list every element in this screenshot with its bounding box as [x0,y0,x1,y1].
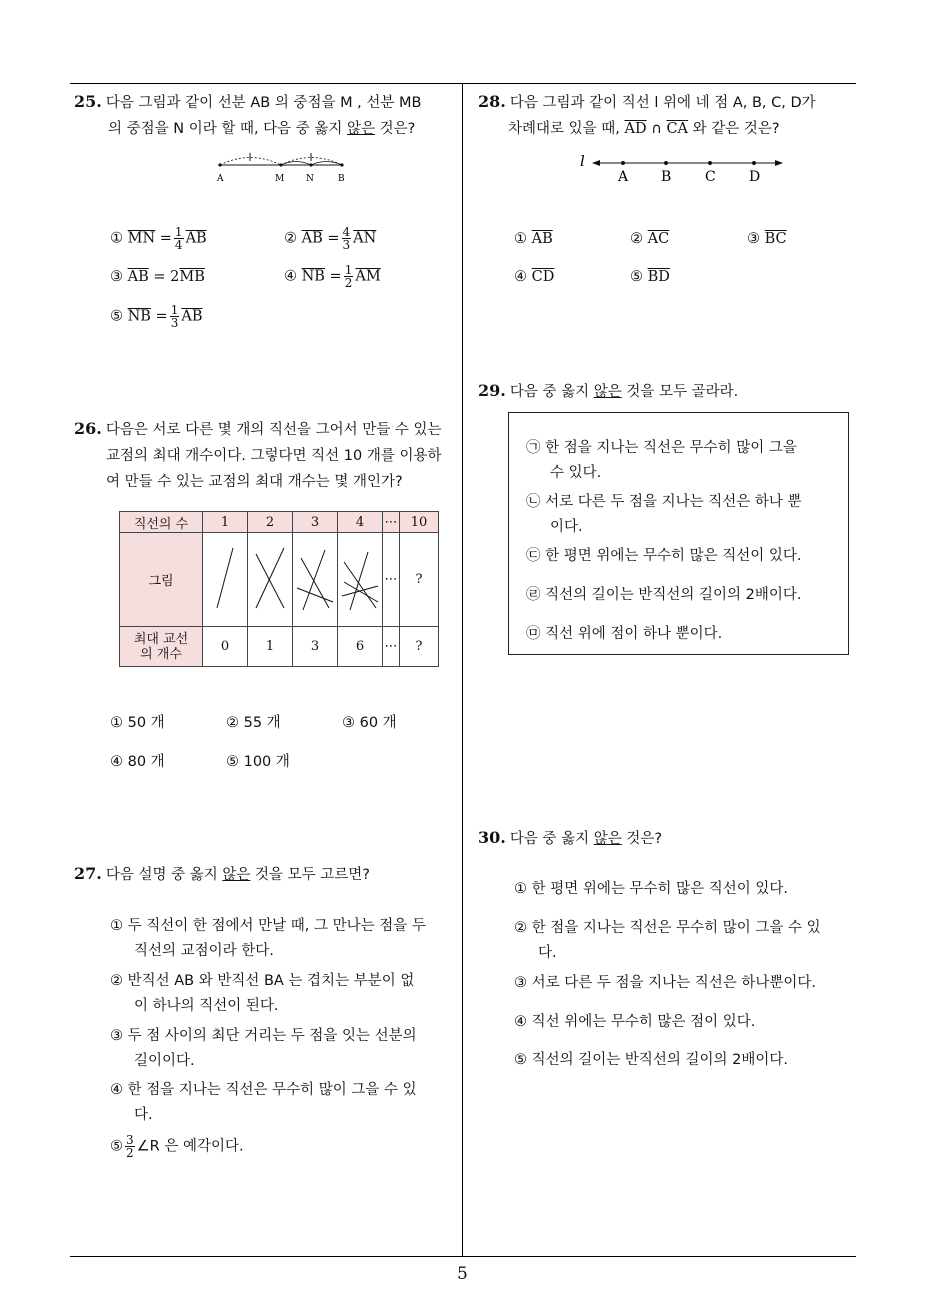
row-label-max: 최대 교선의 개수 [120,627,203,667]
count-2: 2 [248,512,293,533]
count-10: 10 [400,512,439,533]
statement-2: ㉡ 서로 다른 두 점을 지나는 직선은 하나 뿐 이다. [526,494,802,535]
count-1: 1 [203,512,248,533]
point-a [218,163,221,166]
point-c [708,161,712,165]
question-text: 다음 그림과 같이 선분 AB 의 중점을 M , 선분 MB [105,95,422,111]
label-a: A [618,169,629,184]
q28-option-2[interactable]: ② $\overline{AC}$ [630,231,670,247]
arc-nb [311,162,342,166]
figure-ellipsis: ⋯ [383,533,400,627]
q27-option-3[interactable]: ③ 두 점 사이의 최단 거리는 두 점을 잇는 선분의 길이이다. [110,1028,417,1069]
count-ellipsis: ⋯ [383,512,400,533]
question-26: 26. 다음은 서로 다른 몇 개의 직선을 그어서 만들 수 있는 교점의 최대 개수이다. 그렇다면 직선 10 개를 이용하 여 만들 수 있는 교점의 최대 개수는 몇 개인가? [74,419,442,490]
figure-1-line [203,533,248,627]
q27-option-5[interactable]: ⑤ $\frac{3}{2}$ ∠R 은 예각이다. [110,1133,244,1160]
label-c: C [705,169,716,184]
question-number: 30. [478,828,506,847]
q27-option-2[interactable]: ② 반직선 AB 와 반직선 BA 는 겹치는 부분이 없 이 하나의 직선이 된다. [110,973,415,1014]
count-3: 3 [293,512,338,533]
arc-mn [281,162,311,166]
segment-figure [212,148,352,184]
q28-option-4[interactable]: ④ $\overline{CD}$ [514,269,555,285]
q26-option-1[interactable]: ① 50 개 [110,715,165,731]
q25-option-2[interactable]: ② $\overline{AB}$ = $\frac{4}{3}$ $\overline{AN}$ [284,225,377,252]
statement-5: ㉤ 직선 위에 점이 하나 뿐이다. [526,626,723,642]
fig-3 [295,538,335,618]
q25-option-5[interactable]: ⑤ $\overline{NB}$ = $\frac{1}{3}$ $\overline{AB}$ [110,303,203,330]
line-figure [578,150,788,184]
q27-option-4[interactable]: ④ 한 점을 지나는 직선은 무수히 많이 그을 수 있 다. [110,1082,417,1123]
arrow-right [775,160,783,166]
max-3: 3 [293,627,338,667]
point-a [621,161,625,165]
max-ellipsis: ⋯ [383,627,400,667]
figure-10: ? [400,533,439,627]
q25-option-1[interactable]: ① $\overline{MN}$ = $\frac{1}{4}$ $\overline{AB}$ [110,225,207,252]
q25-option-4[interactable]: ④ $\overline{NB}$ = $\frac{1}{2}$ $\overline{AM}$ [284,263,381,290]
question-29: 29. 다음 중 옳지 않은 것을 모두 골라라. [478,381,739,400]
q30-option-1[interactable]: ① 한 평면 위에는 무수히 많은 직선이 있다. [514,881,788,897]
max-2: 1 [248,627,293,667]
q26-option-4[interactable]: ④ 80 개 [110,754,165,770]
figure-3-lines [293,533,338,627]
question-30: 30. 다음 중 옳지 않은 것은? [478,828,663,847]
figure-2-lines [248,533,293,627]
vector-ca: $\overline{CA}$ [666,121,689,137]
statement-3: ㉢ 한 평면 위에는 무수히 많은 직선이 있다. [526,548,802,564]
count-4: 4 [338,512,383,533]
q25-option-3[interactable]: ③ $\overline{AB} = 2\overline{MB}$ [110,269,205,285]
question-number: 28. [478,92,506,111]
q28-option-5[interactable]: ⑤ $\overline{BD}$ [630,269,670,285]
q30-option-3[interactable]: ③ 서로 다른 두 점을 지나는 직선은 하나뿐이다. [514,975,816,991]
q26-option-2[interactable]: ② 55 개 [226,715,281,731]
point-m [279,163,282,166]
q26-option-5[interactable]: ⑤ 100 개 [226,754,290,770]
column-divider [462,83,463,1256]
q30-option-2[interactable]: ② 한 점을 지나는 직선은 무수히 많이 그을 수 있 다. [514,920,821,961]
q28-option-1[interactable]: ① $\overline{AB}$ [514,231,553,247]
question-number: 29. [478,381,506,400]
row-label-count: 직선의 수 [120,512,203,533]
question-number: 25. [74,92,102,111]
point-n [309,163,312,166]
vector-ad: $\overline{AD}$ [624,121,647,137]
page-number: 5 [457,1264,468,1284]
label-b: B [661,169,672,184]
question-25: 25. 다음 그림과 같이 선분 AB 의 중점을 M , 선분 MB 의 중점을 N 이라 할 때, 다음 중 옳지 않은 것은? [74,92,422,137]
question-27: 27. 다음 설명 중 옳지 않은 것을 모두 고르면? [74,864,370,883]
top-rule [70,83,856,84]
question-number: 27. [74,864,102,883]
label-b: B [338,174,345,184]
point-b [664,161,668,165]
arrow-left [592,160,600,166]
q30-option-4[interactable]: ④ 직선 위에는 무수히 많은 점이 있다. [514,1014,756,1030]
line-label: l [580,152,585,170]
q30-option-5[interactable]: ⑤ 직선의 길이는 반직선의 길이의 2배이다. [514,1052,788,1068]
fig-4 [340,538,380,618]
statement-1: ㉠ 한 점을 지나는 직선은 무수히 많이 그을 수 있다. [526,440,797,481]
max-1: 0 [203,627,248,667]
fig-1 [205,538,245,618]
row-label-figure: 그림 [120,533,203,627]
label-a: A [217,174,224,184]
point-b [340,163,343,166]
point-d [752,161,756,165]
lines-table [119,511,439,667]
question-28: 28. 다음 그림과 같이 직선 l 위에 네 점 A, B, C, D가 차례대로 있을 때, $\overline{AD}$ ∩ $\overline{CA}$ 와 같은 것은? [478,92,816,137]
question-number: 26. [74,419,102,438]
label-n: N [306,174,314,184]
statement-4: ㉣ 직선의 길이는 반직선의 길이의 2배이다. [526,587,802,603]
label-d: D [749,169,761,184]
max-4: 6 [338,627,383,667]
fig-2 [250,538,290,618]
max-10: ? [400,627,439,667]
q27-option-1[interactable]: ① 두 직선이 한 점에서 만날 때, 그 만나는 점을 두 직선의 교점이라 한다. [110,918,426,959]
q26-option-3[interactable]: ③ 60 개 [342,715,397,731]
figure-4-lines [338,533,383,627]
label-m: M [275,174,285,184]
bottom-rule [70,1256,856,1257]
q28-option-3[interactable]: ③ $\overline{BC}$ [747,231,787,247]
